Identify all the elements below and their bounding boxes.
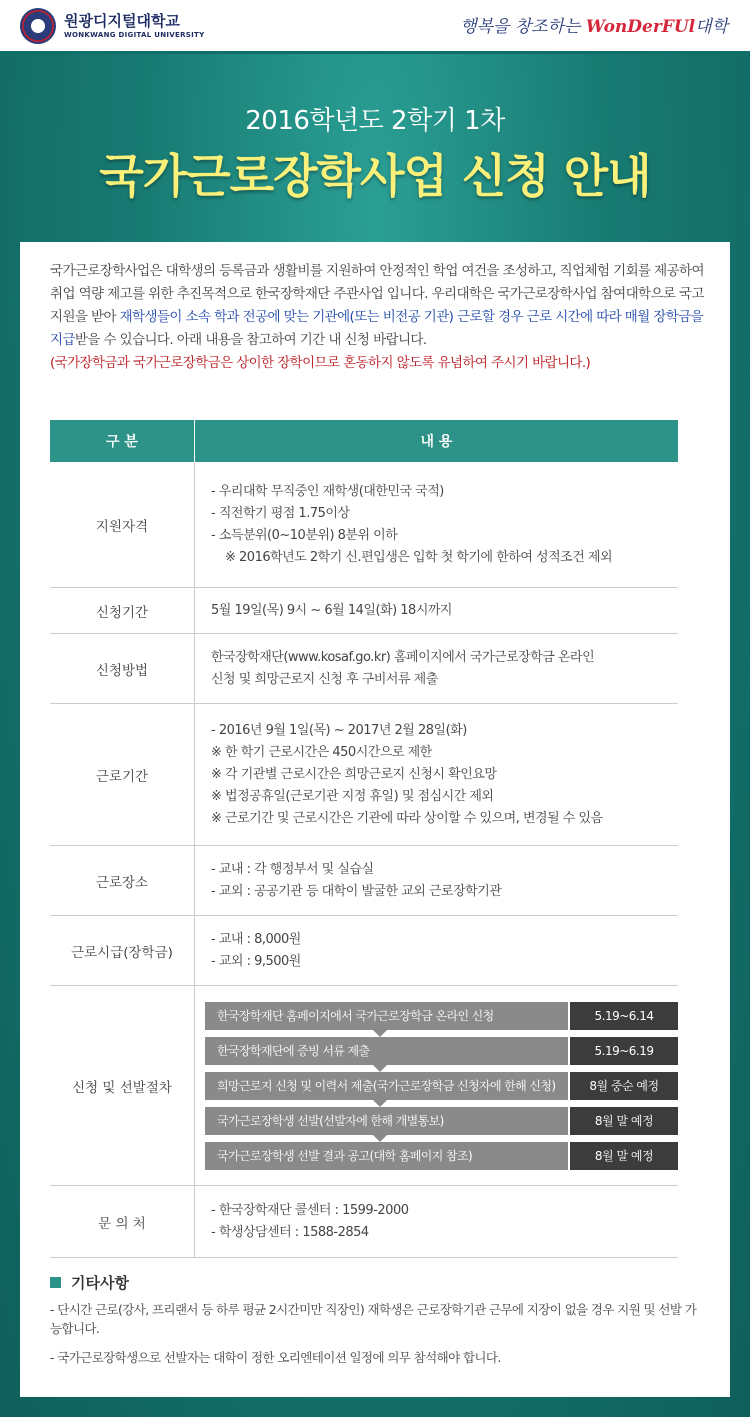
row-label: 근로기간 [50, 704, 195, 845]
slogan [460, 12, 728, 37]
etc-title-text: 기타사항 [71, 1274, 129, 1292]
etc-item: - 단시간 근로(강사, 프리랜서 등 하루 평균 2시간미만 직장인) 재학생은 근로장학기관 근무에 지장이 없을 경우 지원 및 선발 가능합니다. [50, 1302, 697, 1336]
logo-text [64, 12, 204, 40]
row-content [195, 916, 678, 985]
procedure-step [205, 1037, 678, 1065]
work-period-line: ※ 각 기관별 근로시간은 희망근로지 신청시 확인요망 [211, 766, 497, 782]
work-period-line: ※ 근로기간 및 근로시간은 기관에 따라 상이할 수 있으며, 변경될 수 있음 [211, 810, 603, 826]
row-content [195, 846, 678, 915]
hero-title: 국가근로장학사업 신청 안내 [99, 149, 651, 203]
intro-warning: (국가장학금과 국가근로장학금은 상이한 장학이므로 혼동하지 않도록 유념하여 주시기 바랍니다.) [50, 355, 591, 371]
wage-line: - 교내 : 8,000원 [211, 931, 301, 947]
procedure-step-date: 5.19~6.19 [570, 1037, 678, 1065]
info-table [50, 420, 678, 1258]
procedure-step [205, 1107, 678, 1135]
eligibility-note: ※ 2016학년도 2학기 신.편입생은 입학 첫 학기에 한하여 성적조건 제외 [225, 549, 613, 565]
university-seal-icon [20, 8, 56, 44]
etc-section-title [50, 1272, 129, 1293]
work-period-line: ※ 법정공휴일(근로기관 지정 휴일) 및 점심시간 제외 [211, 788, 494, 804]
procedure-step [205, 1142, 678, 1170]
procedure-step [205, 1072, 678, 1100]
eligibility-line: - 직전학기 평점 1.75이상 [211, 505, 350, 521]
wage-line: - 교외 : 9,500원 [211, 953, 301, 969]
procedure-step-date: 8월 중순 예정 [570, 1072, 678, 1100]
work-place-line: - 교내 : 각 행정부서 및 실습실 [211, 861, 374, 877]
row-label: 신청기간 [50, 588, 195, 633]
row-application-period [50, 588, 678, 634]
method-line: 한국장학재단(www.kosaf.go.kr) 홈페이지에서 국가근로장학금 온라인 [211, 649, 595, 665]
arrow-down-icon [373, 1100, 387, 1107]
intro-text-1: 국가근로장학사업은 대학생의 등록금과 생활비를 지원하여 안정적인 학업 여건을 조성하고, 직업체험 기회를 제공하여 취업 역량 제고를 위한 추진목적으로 한국장학재단 주관사업 입니다. 우리대학은 국가근로장학사업 참여대학으로 국고지원을 받아 [50, 263, 704, 325]
row-contact [50, 1186, 678, 1258]
row-label: 신청방법 [50, 634, 195, 703]
procedure-step-desc: 한국장학재단 홈페이지에서 국가근로장학금 온라인 신청 [205, 1002, 568, 1030]
row-label: 문 의 처 [50, 1186, 195, 1257]
arrow-down-icon [373, 1065, 387, 1072]
row-content [195, 704, 678, 845]
method-line: 신청 및 희망근로지 신청 후 구비서류 제출 [211, 671, 438, 687]
intro-paragraph [50, 260, 705, 375]
header-content: 내 용 [420, 434, 453, 450]
slogan-part-3: 대학 [695, 17, 728, 37]
period-text: 5월 19일(목) 9시 ~ 6월 14일(화) 18시까지 [211, 602, 452, 618]
contact-line: - 한국장학재단 콜센터 : 1599-2000 [211, 1202, 409, 1218]
row-procedure [50, 986, 678, 1186]
work-period-line: ※ 한 학기 근로시간은 450시간으로 제한 [211, 744, 432, 760]
intro-highlight: 재학생들이 소속 학과 전공에 맞는 기관에(또는 비전공 기관) 근로할 경우 근로 시간에 따라 매월 장학금을 지급 [50, 309, 704, 348]
procedure-step-date: 8월 말 예정 [570, 1142, 678, 1170]
row-content [195, 1186, 678, 1257]
row-label: 근로장소 [50, 846, 195, 915]
procedure-step-desc: 한국장학재단에 증빙 서류 제출 [205, 1037, 568, 1065]
top-header-bar [0, 0, 750, 54]
etc-item: - 국가근로장학생으로 선발자는 대학이 정한 오리엔테이션 일정에 의무 참석해야 합니다. [50, 1350, 501, 1365]
logo-english-name: WONKWANG DIGITAL UNIVERSITY [64, 31, 205, 39]
procedure-step [205, 1002, 678, 1030]
slogan-part-2: WonDerFUl [585, 17, 696, 37]
procedure-steps [195, 986, 678, 1185]
procedure-step-desc: 국가근로장학생 선발(선발자에 한해 개별통보) [205, 1107, 568, 1135]
row-content [195, 462, 678, 587]
procedure-step-date: 5.19~6.14 [570, 1002, 678, 1030]
hero-subtitle: 2016학년도 2학기 1차 [245, 106, 505, 136]
row-application-method [50, 634, 678, 704]
row-wage [50, 916, 678, 986]
procedure-step-date: 8월 말 예정 [570, 1107, 678, 1135]
procedure-step-desc: 국가근로장학생 선발 결과 공고(대학 홈페이지 참조) [205, 1142, 568, 1170]
square-bullet-icon [50, 1277, 61, 1288]
row-content [195, 588, 678, 633]
row-label: 근로시급(장학금) [50, 916, 195, 985]
row-label: 지원자격 [50, 462, 195, 587]
row-content [195, 634, 678, 703]
logo-korean-name: 원광디지털대학교 [64, 12, 180, 30]
procedure-step-desc: 희망근로지 신청 및 이력서 제출(국가근로장학금 신청자에 한해 신청) [205, 1072, 568, 1100]
university-logo[interactable] [20, 8, 204, 44]
etc-list [50, 1300, 700, 1377]
table-header [50, 420, 678, 462]
row-work-place [50, 846, 678, 916]
slogan-part-1: 행복을 창조하는 [460, 17, 586, 37]
work-period-line: - 2016년 9월 1일(목) ~ 2017년 2월 28일(화) [211, 722, 467, 738]
row-work-period [50, 704, 678, 846]
contact-line: - 학생상담센터 : 1588-2854 [211, 1224, 369, 1240]
eligibility-line: - 우리대학 무직중인 재학생(대한민국 국적) [211, 483, 444, 499]
intro-text-2: 받을 수 있습니다. 아래 내용을 참고하여 기간 내 신청 바랍니다. [74, 332, 427, 348]
arrow-down-icon [373, 1030, 387, 1037]
header-category: 구 분 [50, 420, 195, 462]
work-place-line: - 교외 : 공공기관 등 대학이 발굴한 교외 근로장학기관 [211, 883, 502, 899]
eligibility-line: - 소득분위(0~10분위) 8분위 이하 [211, 527, 398, 543]
arrow-down-icon [373, 1135, 387, 1142]
row-label: 신청 및 선발절차 [50, 986, 195, 1185]
row-eligibility [50, 462, 678, 588]
content-panel [20, 242, 730, 1397]
